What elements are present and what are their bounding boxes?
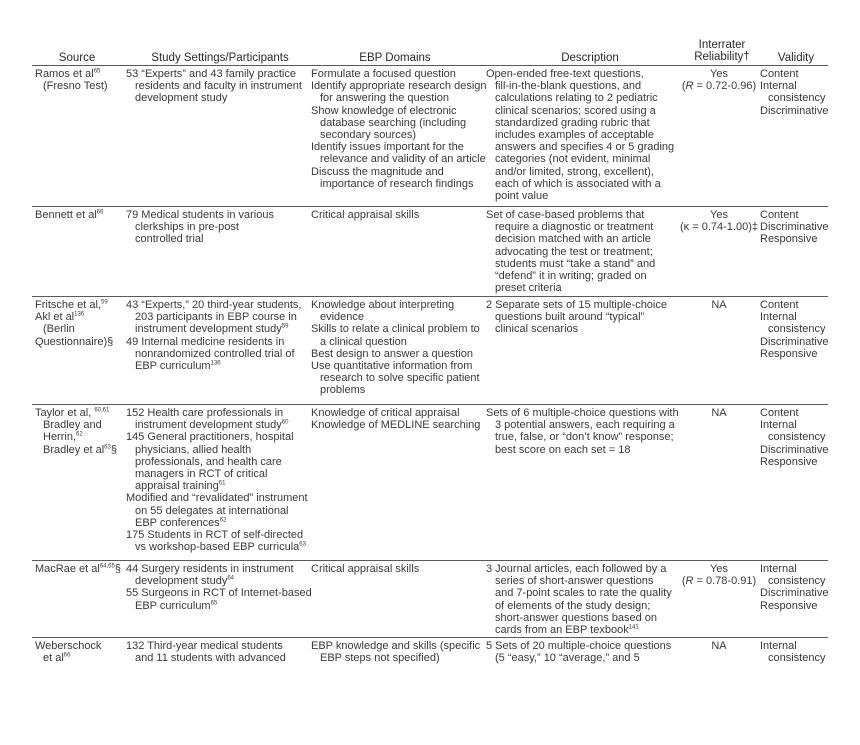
cell-settings: [126, 640, 311, 664]
cell-line: EBP steps not specified): [320, 652, 440, 665]
cell-line: vs workshop-based EBP curricula$^{63}$: [135, 541, 306, 554]
cell-line: series of short-answer questions: [495, 575, 654, 588]
cell-line: Discriminative: [760, 104, 829, 117]
cell-source: [35, 209, 125, 221]
cell-line: best score on each set = 18: [495, 443, 631, 456]
cell-line: a clinical question: [320, 335, 407, 348]
cell-description: [486, 407, 686, 456]
cell-line: students must “take a stand” and: [495, 257, 656, 270]
cell-line: 5 Sets of 20 multiple-choice questions: [486, 640, 672, 652]
cell-line: physicians, allied health: [135, 443, 252, 456]
cell-line: (κ = 0.74-1.00)‡: [680, 221, 758, 234]
cell-line: 44 Surgery residents in instrument: [126, 563, 294, 575]
cell-description: [486, 299, 686, 336]
row-divider-1: [32, 206, 828, 207]
cell-line: 132 Third-year medical students: [126, 640, 283, 652]
row-divider-4: [32, 560, 828, 561]
cell-line: and/or limited, strong, excellent),: [495, 165, 654, 178]
cell-source: [35, 299, 125, 348]
cell-line: instrument development study$^{60}$: [135, 419, 289, 432]
cell-line: (5 “easy,” 10 “average,” and 5: [495, 652, 640, 665]
cell-line: Sets of 6 multiple-choice questions with: [486, 407, 679, 419]
cell-source: [35, 407, 125, 456]
cell-reliability: [680, 563, 758, 587]
cell-description: [486, 68, 686, 202]
cell-validity: [760, 299, 835, 360]
cell-line: Responsive: [760, 233, 818, 246]
cell-line: 203 participants in EBP course in: [135, 311, 297, 324]
cell-description: [486, 563, 686, 636]
header-rule: [32, 65, 828, 66]
cell-line: 152 Health care professionals in: [126, 407, 284, 419]
cell-line: 3 potential answers, each requiring a: [495, 419, 675, 432]
cell-line: Bradley and: [43, 419, 102, 432]
cell-domains: [311, 640, 481, 664]
cell-line: NA: [711, 407, 727, 419]
cell-source: [35, 68, 125, 92]
cell-line: secondary sources): [320, 129, 416, 142]
cell-validity: [760, 563, 835, 612]
cell-settings: [126, 209, 311, 246]
cell-line: for answering the question: [320, 92, 450, 105]
cell-line: Responsive: [760, 347, 818, 360]
cell-line: Bennett et $al^{66}$: [35, 209, 104, 221]
cell-line: Responsive: [760, 599, 818, 612]
cell-line: advocating the test or treatment;: [495, 245, 653, 258]
cell-line: Use quantitative information from: [311, 360, 473, 373]
cell-line: managers in RCT of critical: [135, 468, 268, 481]
cell-line: Discriminative: [760, 587, 829, 600]
cell-line: categories (not evident, minimal: [495, 153, 651, 166]
cell-line: consistency: [768, 652, 826, 665]
cell-reliability: [680, 68, 758, 92]
cell-line: professionals, and health care: [135, 455, 282, 468]
cell-source: [35, 563, 125, 575]
cell-line: clinical scenarios: [495, 323, 579, 336]
cell-line: instrument development study$^{59}$: [135, 323, 289, 336]
cell-line: Weberschock: [35, 640, 102, 652]
cell-line: fill-in-the-blank questions, and: [495, 80, 642, 93]
cell-line: 3 Journal articles, each followed by a: [486, 563, 667, 575]
cell-line: consistency: [768, 575, 826, 588]
header-validity: Validity: [777, 52, 815, 64]
cell-line: 43 “Experts,” 20 third-year students,: [126, 299, 302, 311]
header-settings: Study Settings/Participants: [151, 52, 289, 64]
header-source: Source: [58, 52, 96, 64]
cell-description: [486, 209, 686, 294]
cell-line: Akl et $al^{136}$: [35, 311, 85, 324]
cell-line: 145 General practitioners, hospital: [126, 431, 294, 444]
cell-line: Fritsche et al,$^{59}$: [35, 299, 108, 311]
cell-line: development study$^{64}$: [135, 575, 235, 588]
cell-line: clinical scenarios; scored using a: [495, 104, 656, 117]
cell-line: point value: [495, 190, 549, 203]
cell-line: questions built around “typical”: [495, 311, 645, 324]
cell-line: Best design to answer a question: [311, 347, 474, 360]
cell-line: preset criteria: [495, 282, 562, 295]
cell-line: (R = 0.72-0.96): [681, 80, 757, 93]
cell-line: (R = 0.78-0.91): [681, 575, 757, 588]
cell-line: Questionnaire)§: [35, 335, 114, 348]
cell-line: 55 Surgeons in RCT of Internet-based: [126, 587, 312, 600]
cell-line: Knowledge of critical appraisal: [311, 407, 460, 419]
cell-line: EBP knowledge and skills (specific: [311, 640, 481, 652]
header-domains: EBP Domains: [359, 52, 431, 64]
cell-line: 53 “Experts” and 43 family practice: [126, 68, 296, 80]
row-divider-5: [32, 637, 828, 638]
cell-line: includes examples of acceptable: [495, 129, 654, 142]
cell-settings: [126, 68, 311, 105]
cell-line: importance of research findings: [320, 177, 474, 190]
cell-line: EBP conferences$^{62}$: [135, 516, 227, 529]
cell-line: EBP curriculum$^{65}$: [135, 599, 218, 612]
cell-line: Set of case-based problems that: [486, 209, 645, 221]
cell-line: consistency: [768, 431, 826, 444]
cell-line: 79 Medical students in various: [126, 209, 274, 221]
cell-line: et $al^{66}$: [43, 652, 71, 665]
cell-line: Show knowledge of electronic: [311, 104, 457, 117]
cell-line: 49 Internal medicine residents in: [126, 335, 285, 348]
cell-line: decision matched with an article: [495, 233, 651, 246]
cell-line: research to solve specific patient: [320, 372, 480, 385]
header-reliability-line-2: Reliability†: [694, 51, 750, 63]
cell-line: EBP curriculum$^{136}$: [135, 360, 221, 373]
cell-line: Identify appropriate research design: [311, 80, 487, 93]
cell-line: answers and specifies 4 or 5 grading: [495, 141, 675, 154]
cell-line: Internal: [760, 311, 797, 324]
cell-domains: [311, 209, 481, 221]
cell-line: Bradley et $al^{63}\S$: [43, 443, 117, 456]
cell-line: Responsive: [760, 455, 818, 468]
cell-line: appraisal training$^{61}$: [135, 480, 226, 493]
cell-line: Herrin,$^{62}$: [43, 431, 83, 444]
cell-line: Skills to relate a clinical problem to: [311, 323, 480, 336]
cell-line: calculations relating to 2 pediatric: [495, 92, 658, 105]
row-divider-2: [32, 296, 828, 297]
cell-line: 2 Separate sets of 15 multiple-choice: [486, 299, 667, 311]
header-reliability-line-1: Interrater: [698, 39, 746, 51]
cell-source: [35, 640, 125, 664]
cell-line: Yes: [710, 68, 728, 80]
header-reliability: [690, 39, 754, 63]
cell-validity: [760, 209, 835, 246]
cell-line: Modified and “revalidated” instrument: [126, 492, 308, 505]
row-divider-3: [32, 404, 828, 405]
cell-line: evidence: [320, 311, 365, 324]
cell-settings: [126, 299, 311, 372]
cell-description: [486, 640, 686, 664]
cell-line: standardized grading rubric that: [495, 116, 650, 129]
cell-settings: [126, 563, 311, 612]
cell-line: MacRae et al$^{64,65}$§: [35, 563, 121, 575]
cell-validity: [760, 640, 835, 664]
cell-reliability: [680, 407, 758, 419]
cell-domains: [311, 407, 481, 431]
cell-line: Internal: [760, 563, 797, 575]
cell-line: NA: [711, 640, 727, 652]
cell-line: Knowledge of MEDLINE searching: [311, 419, 481, 432]
cell-line: Internal: [760, 80, 797, 93]
cell-line: Yes: [710, 209, 728, 221]
cell-line: database searching (including: [320, 116, 467, 129]
cell-domains: [311, 563, 481, 575]
cell-line: Critical appraisal skills: [311, 209, 420, 221]
cell-line: require a diagnostic or treatment: [495, 221, 654, 234]
cell-line: nonrandomized controlled trial of: [135, 347, 295, 360]
cell-line: Internal: [760, 640, 797, 652]
cell-line: NA: [711, 299, 727, 311]
cell-line: Yes: [710, 563, 728, 575]
cell-line: problems: [320, 384, 366, 397]
cell-line: Internal: [760, 419, 797, 432]
cell-reliability: [680, 209, 758, 233]
cell-line: relevance and validity of an article: [320, 153, 486, 166]
cell-line: Discriminative: [760, 443, 829, 456]
cell-validity: [760, 68, 835, 117]
cell-line: on 55 delegates at international: [135, 504, 289, 517]
cell-line: (Fresno Test): [43, 80, 108, 93]
cell-line: “defend” it in writing; graded on: [495, 270, 647, 283]
cell-line: Content: [760, 407, 799, 419]
cell-reliability: [680, 640, 758, 652]
cell-line: Ramos et $al^{65}$: [35, 68, 101, 80]
cell-line: Discuss the magnitude and: [311, 165, 444, 178]
cell-line: Discriminative: [760, 335, 829, 348]
cell-line: consistency: [768, 92, 826, 105]
cell-line: 175 Students in RCT of self-directed: [126, 529, 304, 542]
cell-line: Critical appraisal skills: [311, 563, 420, 575]
cell-line: and 7-point scales to rate the quality: [495, 587, 672, 600]
cell-line: consistency: [768, 323, 826, 336]
cell-line: Content: [760, 209, 799, 221]
cell-line: Content: [760, 68, 799, 80]
cell-line: Discriminative: [760, 221, 829, 234]
cell-validity: [760, 407, 835, 468]
cell-settings: [126, 407, 311, 553]
cell-line: development study: [135, 92, 228, 105]
cell-line: Open-ended free-text questions,: [486, 68, 644, 80]
cell-line: cards from an EBP texbook$^{141}$: [495, 624, 639, 637]
cell-line: residents and faculty in instrument: [135, 80, 302, 93]
cell-reliability: [680, 299, 758, 311]
cell-line: short-answer questions based on: [495, 611, 658, 624]
header-description: Description: [561, 52, 619, 64]
cell-line: controlled trial: [135, 233, 204, 246]
cell-line: true, false, or “don’t know” response;: [495, 431, 674, 444]
cell-line: Formulate a focused question: [311, 68, 456, 80]
cell-line: clerkships in pre-post: [135, 221, 239, 234]
cell-line: of elements of the study design;: [495, 599, 651, 612]
cell-line: Taylor et al, $^{60,61}$: [35, 407, 110, 419]
cell-line: each of which is associated with a: [495, 177, 661, 190]
cell-line: Content: [760, 299, 799, 311]
cell-line: and 11 students with advanced: [135, 652, 286, 665]
cell-line: Identify issues important for the: [311, 141, 464, 154]
cell-line: (Berlin: [43, 323, 75, 336]
cell-line: Knowledge about interpreting: [311, 299, 455, 311]
cell-domains: [311, 68, 487, 190]
cell-domains: [311, 299, 481, 397]
